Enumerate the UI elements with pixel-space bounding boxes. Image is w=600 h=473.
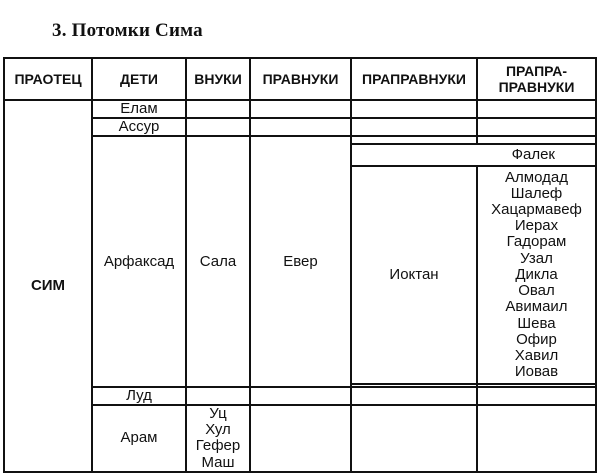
great-great-grandchild-cell: Фалек (351, 144, 596, 166)
joktan-sons-list (477, 166, 596, 384)
list-item: Иерах (514, 217, 559, 235)
list-item: Хацармавеф (491, 201, 582, 219)
table-row (4, 118, 596, 136)
child-cell: Арам (92, 405, 186, 472)
list-item: Гадорам (506, 233, 567, 251)
list-item: Уц (209, 405, 227, 422)
page-heading: 3. Потомки Сима (52, 20, 203, 41)
list-item: Иовав (514, 363, 559, 381)
child-cell: Арфаксад (92, 136, 186, 387)
list-item: Хул (205, 421, 231, 439)
header-children: ДЕТИ (92, 58, 186, 100)
table-row (4, 100, 596, 118)
child-cell: Елам (92, 100, 186, 118)
list-item: Гефер (195, 437, 241, 455)
header-great-great-grandchildren: ПРАПРАВНУКИ (351, 58, 477, 100)
header-line: ПРАПРА- (505, 62, 568, 79)
table-row (4, 405, 596, 472)
root-ancestor: СИМ (4, 100, 92, 472)
list-item: Офир (516, 330, 557, 348)
child-cell: Ассур (92, 118, 186, 136)
header-great-grandchildren: ПРАВНУКИ (250, 58, 351, 100)
genealogy-table (3, 57, 597, 473)
list-item: Маш (201, 453, 235, 471)
header-grandchildren: ВНУКИ (186, 58, 250, 100)
great-great-grandchild-cell: Иоктан (351, 166, 477, 384)
list-item: Шева (517, 314, 556, 332)
grandchild-cell: Сала (186, 136, 250, 387)
header-great-great-great-grandchildren (477, 58, 596, 100)
child-cell: Луд (92, 387, 186, 405)
list-item: Овал (518, 282, 555, 300)
list-item: Шалеф (510, 184, 563, 202)
great-grandchild-cell: Евер (250, 136, 351, 387)
list-item: Дикла (515, 265, 558, 283)
header-row (4, 58, 596, 100)
list-item: Алмодад (505, 168, 568, 186)
aram-sons-list (186, 405, 250, 472)
list-item: Узал (520, 249, 553, 267)
header-line: ПРАВНУКИ (498, 79, 575, 95)
table-row (4, 387, 596, 405)
list-item: Хавил (514, 346, 559, 364)
header-ancestor: ПРАОТЕЦ (4, 58, 92, 100)
list-item: Авимаил (505, 298, 568, 316)
table-row (4, 136, 596, 144)
